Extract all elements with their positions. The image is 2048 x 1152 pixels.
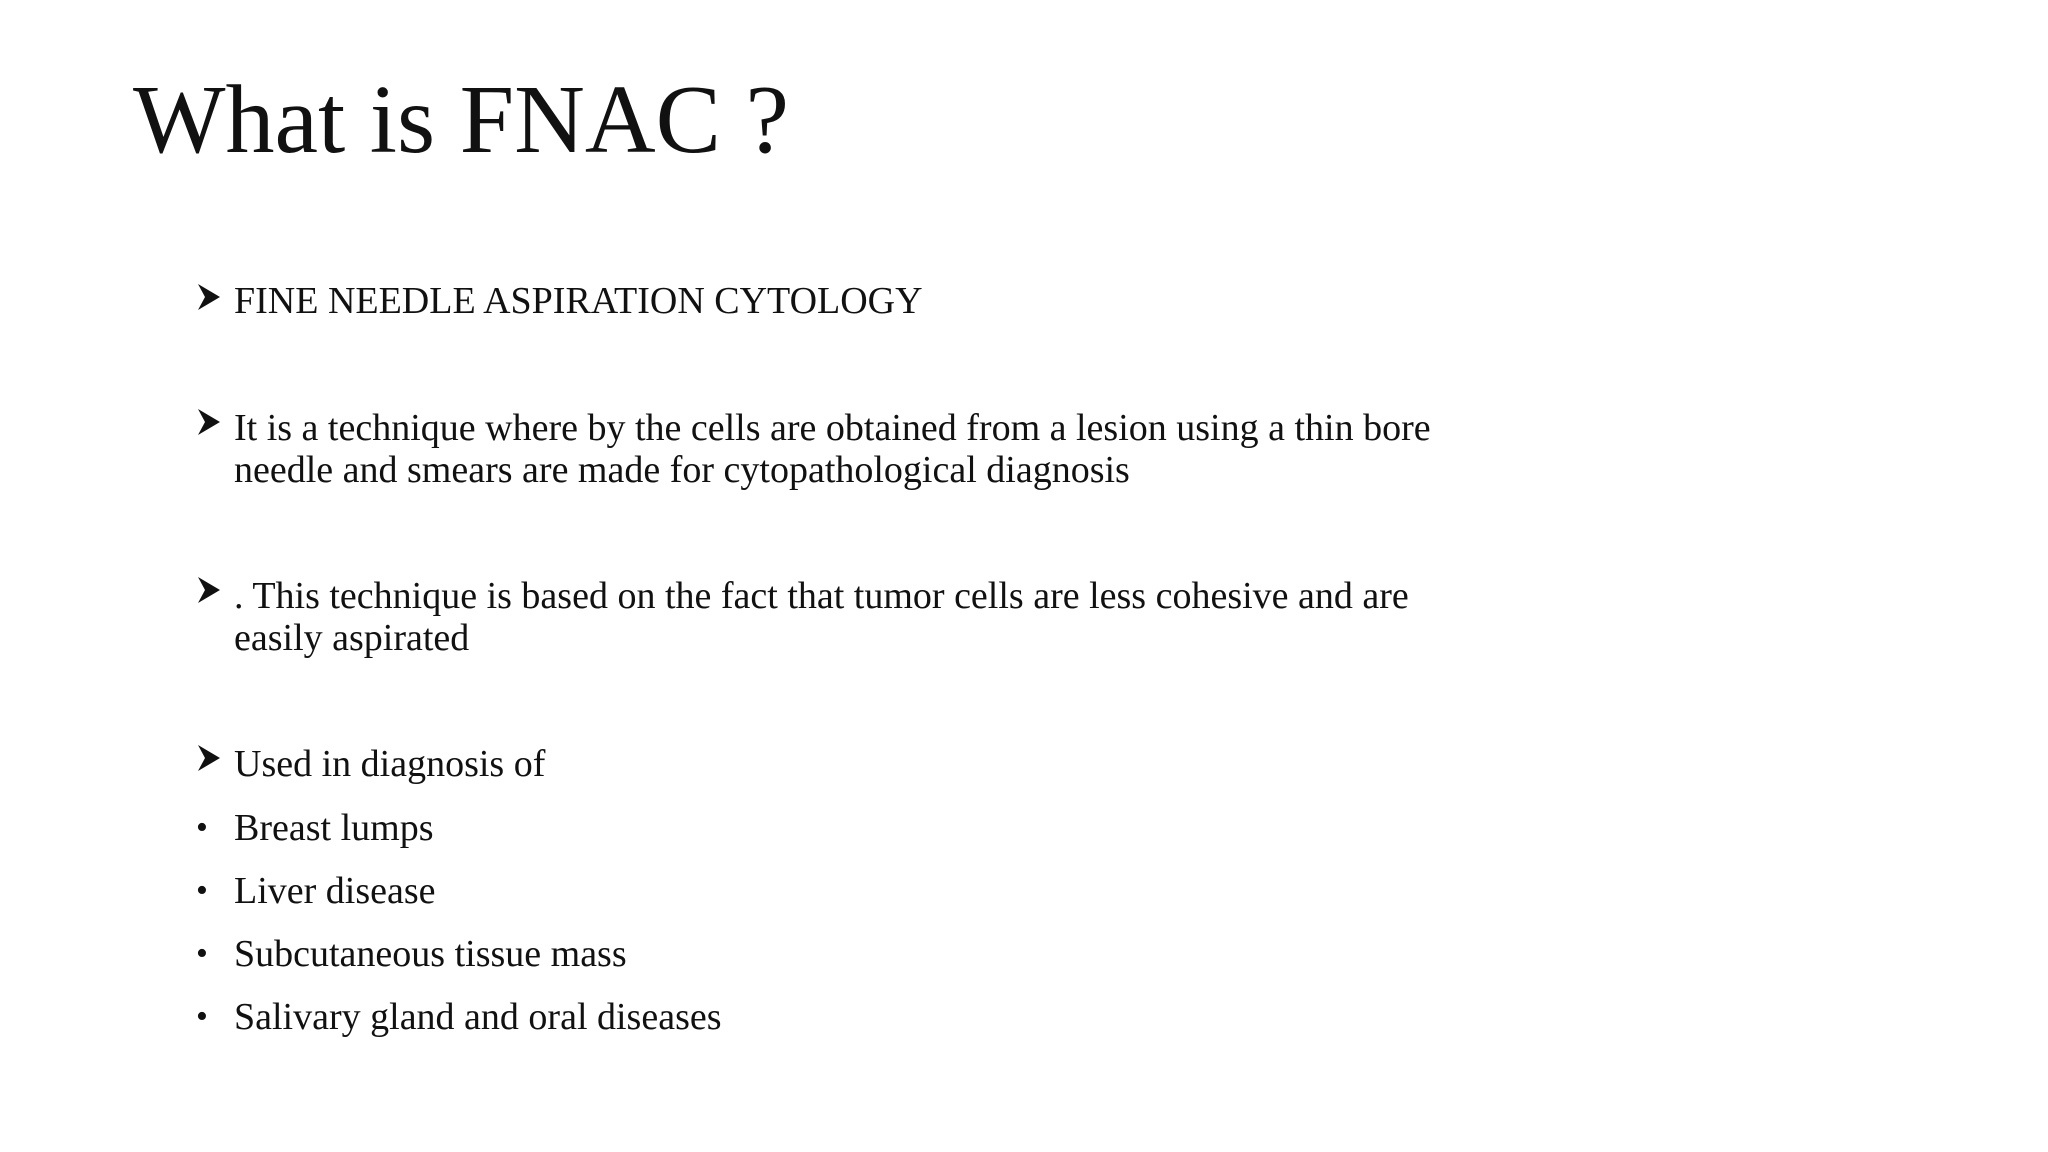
sub-point-text: Subcutaneous tissue mass bbox=[234, 933, 627, 975]
arrowhead-bullet-icon bbox=[196, 282, 222, 312]
point-text: Used in diagnosis of bbox=[234, 743, 546, 785]
arrowhead-bullet-icon bbox=[196, 407, 222, 437]
sub-point-text: Breast lumps bbox=[234, 807, 434, 849]
bullet-dot-icon: • bbox=[196, 872, 208, 909]
point-text: It is a technique where by the cells are obtained from a lesion using a thin bore needle and smears are made for cytopathological diagnosis bbox=[234, 407, 1431, 491]
bullet-dot-icon: • bbox=[196, 809, 208, 846]
sub-point-text: Liver disease bbox=[234, 870, 436, 912]
bullet-dot-icon: • bbox=[196, 935, 208, 972]
bullet-dot-icon: • bbox=[196, 998, 208, 1035]
arrowhead-bullet-icon bbox=[196, 575, 222, 605]
point-text: FINE NEEDLE ASPIRATION CYTOLOGY bbox=[234, 280, 923, 322]
point-text: . This technique is based on the fact that tumor cells are less cohesive and are easily aspirated bbox=[234, 575, 1409, 659]
sub-point-text: Salivary gland and oral diseases bbox=[234, 996, 722, 1038]
arrowhead-bullet-icon bbox=[196, 743, 222, 773]
slide-title: What is FNAC ? bbox=[133, 66, 789, 174]
